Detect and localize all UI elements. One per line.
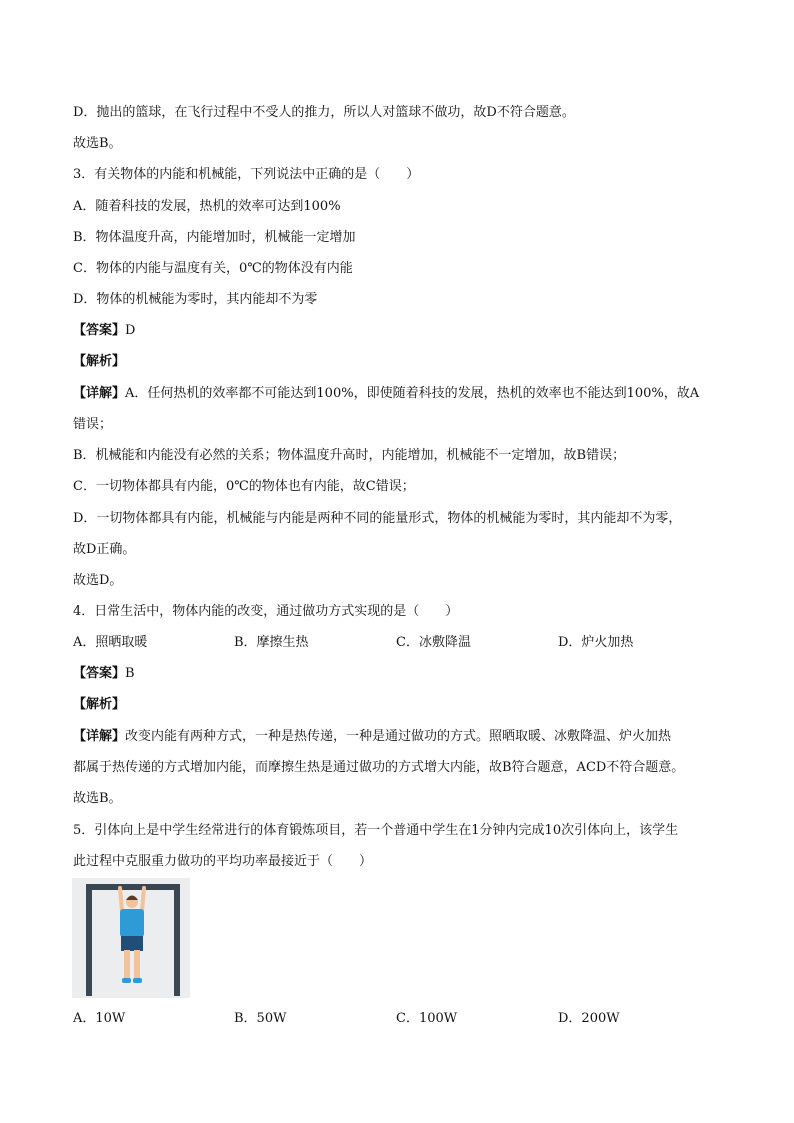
text-line: C．一切物体都具有内能，0℃的物体也有内能，故C错误； (73, 479, 415, 494)
question-3-stem: 3．有关物体的内能和机械能，下列说法中正确的是（ ） (73, 167, 420, 182)
answer-value: B (125, 666, 135, 681)
question-4-option-c: C．冰敷降温 (396, 635, 471, 650)
question-4-option-a: A．照晒取暖 (73, 635, 148, 650)
question-3-option-d: D．物体的机械能为零时，其内能却不为零 (73, 292, 318, 307)
question-3-option-b: B．物体温度升高，内能增加时，机械能一定增加 (73, 230, 356, 245)
question-4-detail (73, 728, 671, 746)
question-5-stem-line-1: 5．引体向上是中学生经常进行的体育锻炼项目，若一个普通中学生在1分钟内完成10次引体向上，该学生 (73, 823, 679, 838)
text-line: D．一切物体都具有内能，机械能与内能是两种不同的能量形式，物体的机械能为零时，其内能却不为零， (73, 511, 682, 526)
question-3-option-a: A．随着科技的发展，热机的效率可达到100% (73, 199, 341, 214)
answer-value: D (125, 323, 136, 338)
question-4-option-b: B．摩擦生热 (234, 635, 309, 650)
detail-text: A．任何热机的效率都不可能达到100%，即使随着科技的发展，热机的效率也不能达到100%，故A (125, 386, 700, 401)
question-4-stem: 4．日常生活中，物体内能的改变，通过做功方式实现的是（ ） (73, 604, 459, 619)
question-3-detail (73, 385, 699, 403)
text-line: B．机械能和内能没有必然的关系；物体温度升高时，内能增加，机械能不一定增加，故B错误； (73, 448, 626, 463)
detail-text: 改变内能有两种方式，一种是热传递，一种是通过做功的方式。照晒取暖、冰敷降温、炉火加热 (125, 729, 672, 744)
text-line: 错误； (73, 417, 113, 432)
detail-label: 【详解】 (73, 386, 126, 401)
answer-label: 【答案】 (73, 666, 126, 681)
text-line: 故选D。 (73, 573, 123, 588)
text-line: 故选B。 (73, 136, 122, 151)
question-5-option-c: C．100W (396, 1011, 458, 1026)
pull-up-figure-illustration (72, 878, 190, 998)
text-line: 都属于热传递的方式增加内能，而摩擦生热是通过做功的方式增大内能，故B符合题意，ACD不符合题意。 (73, 760, 685, 775)
analysis-label: 【解析】 (73, 354, 126, 369)
answer-label: 【答案】 (73, 323, 126, 338)
question-4-answer (73, 665, 135, 683)
question-3-option-c: C．物体的内能与温度有关，0℃的物体没有内能 (73, 261, 353, 276)
text-line: D．抛出的篮球，在飞行过程中不受人的推力，所以人对篮球不做功，故D不符合题意。 (73, 105, 575, 120)
detail-label: 【详解】 (73, 729, 126, 744)
question-5-stem-line-2: 此过程中克服重力做功的平均功率最接近于（ ） (73, 854, 373, 869)
question-3-answer (73, 322, 135, 340)
question-5-option-b: B．50W (234, 1011, 287, 1026)
question-5-option-d: D．200W (558, 1011, 620, 1026)
question-5-option-a: A．10W (73, 1011, 126, 1026)
text-line: 故D正确。 (73, 542, 136, 557)
pull-up-figure-icon (72, 878, 190, 998)
question-4-option-d: D．炉火加热 (558, 635, 634, 650)
analysis-label: 【解析】 (73, 697, 126, 712)
text-line: 故选B。 (73, 791, 122, 806)
